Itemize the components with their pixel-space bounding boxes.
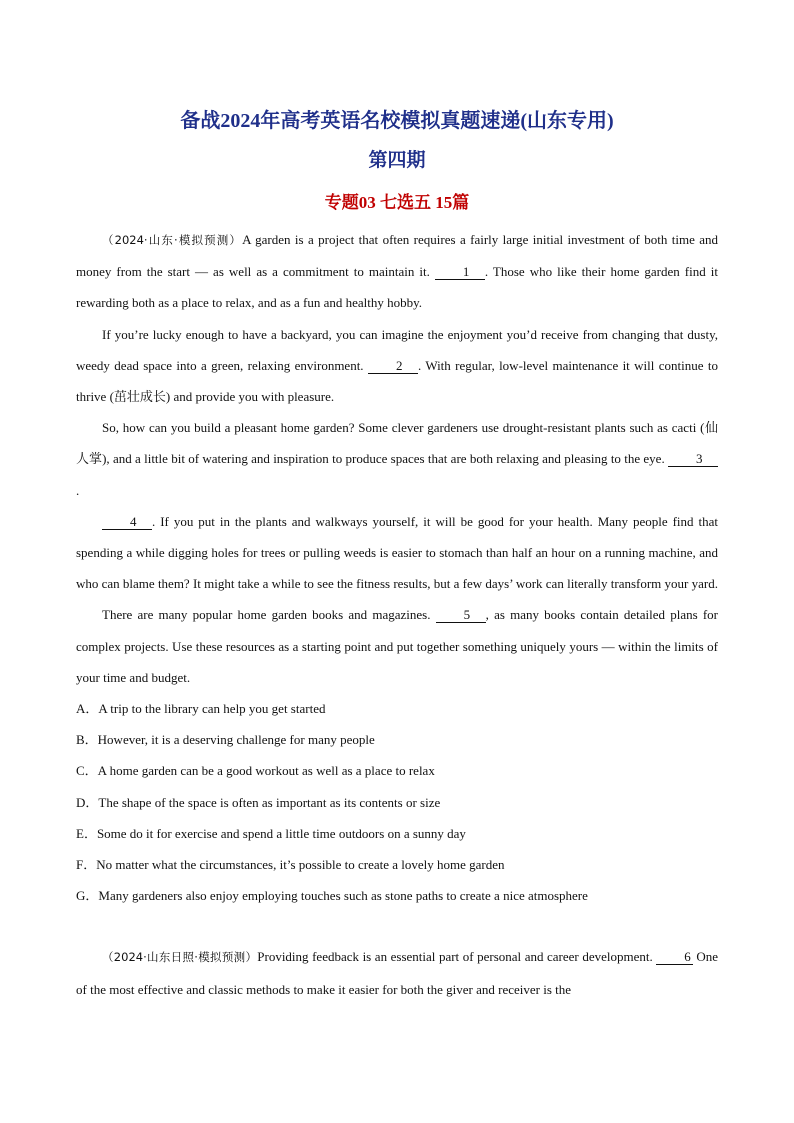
passage1-paragraph-1: （2024·山东·模拟预测）A garden is a project that often requires a fairly large initial investment of both time and money from the start — as well as a commitment to maintain it. 1 . Those who like their home garden find it rewarding both as a place to relax, and as a fun and healthy hobby.	[76, 232, 719, 311]
passage1-paragraph-2: If you’re lucky enough to have a backyard, you can imagine the enjoyment you’d receive from changing that dusty, weedy dead space into a green, relaxing environment. 2 . With regular, low-level maintenance it will continue to thrive (茁壮成长) and provide you with pleasure.	[76, 326, 718, 405]
option-e: E．Some do it for exercise and spend a little time outdoors on a sunny day	[76, 825, 466, 841]
option-g: G．Many gardeners also enjoy employing touches such as stone paths to create a nice atmosphere	[76, 888, 588, 904]
option-d: D．The shape of the space is often as important as its contents or size	[76, 794, 441, 810]
answer-blank-3[interactable]: 3	[668, 452, 718, 467]
source-tag: （2024·山东·模拟预测）	[102, 233, 243, 247]
topic-title: 专题03 七选五 15篇	[324, 193, 470, 212]
option-b: B．However, it is a deserving challenge for many people	[76, 732, 375, 748]
option-f: F．No matter what the circumstances, it’s possible to create a lovely home garden	[76, 857, 505, 873]
answer-blank-5[interactable]: 5	[436, 608, 486, 623]
issue-title: 第四期	[368, 150, 426, 171]
answer-blank-4[interactable]: 4	[102, 515, 152, 530]
source-tag: （2024·山东日照·模拟预测）	[102, 950, 258, 965]
answer-blank-2[interactable]: 2	[368, 359, 418, 374]
option-c: C．A home garden can be a good workout as well as a place to relax	[76, 763, 435, 779]
options-list	[76, 693, 718, 911]
passage2-paragraph-1: （2024·山东日照·模拟预测）Providing feedback is an essential part of personal and career development. 6 One of the most effective and classic methods to make it easier for both the giver and receiver is the	[76, 949, 718, 997]
document-body	[76, 224, 718, 1005]
answer-blank-6[interactable]: 6	[656, 950, 693, 965]
document-title: 备战2024年高考英语名校模拟真题速递(山东专用)	[180, 110, 614, 132]
passage1-paragraph-5: There are many popular home garden books and magazines. 5 , as many books contain detailed plans for complex projects. Use these resources as a starting point and put together something uniquely yours — within the limits of your time and budget.	[76, 607, 718, 685]
section-gap	[76, 911, 718, 941]
passage1-paragraph-4: 4 . If you put in the plants and walkways yourself, it will be good for your health. Many people find that spending a while digging holes for trees or pulling weeds is easier to stomach than half an hour on a running machine, and who can blame them? It might take a while to see the fitness results, but a few days’ work can literally transform your yard.	[76, 513, 718, 592]
passage1-paragraph-3: So, how can you build a pleasant home garden? Some clever gardeners use drought-resistant plants such as cacti (仙人掌), and a little bit of watering and inspiration to produce spaces that are both relaxing and pleasing to the eye. 3.	[76, 420, 718, 498]
option-a: A．A trip to the library can help you get started	[76, 701, 326, 717]
answer-blank-1[interactable]: 1	[435, 265, 485, 280]
